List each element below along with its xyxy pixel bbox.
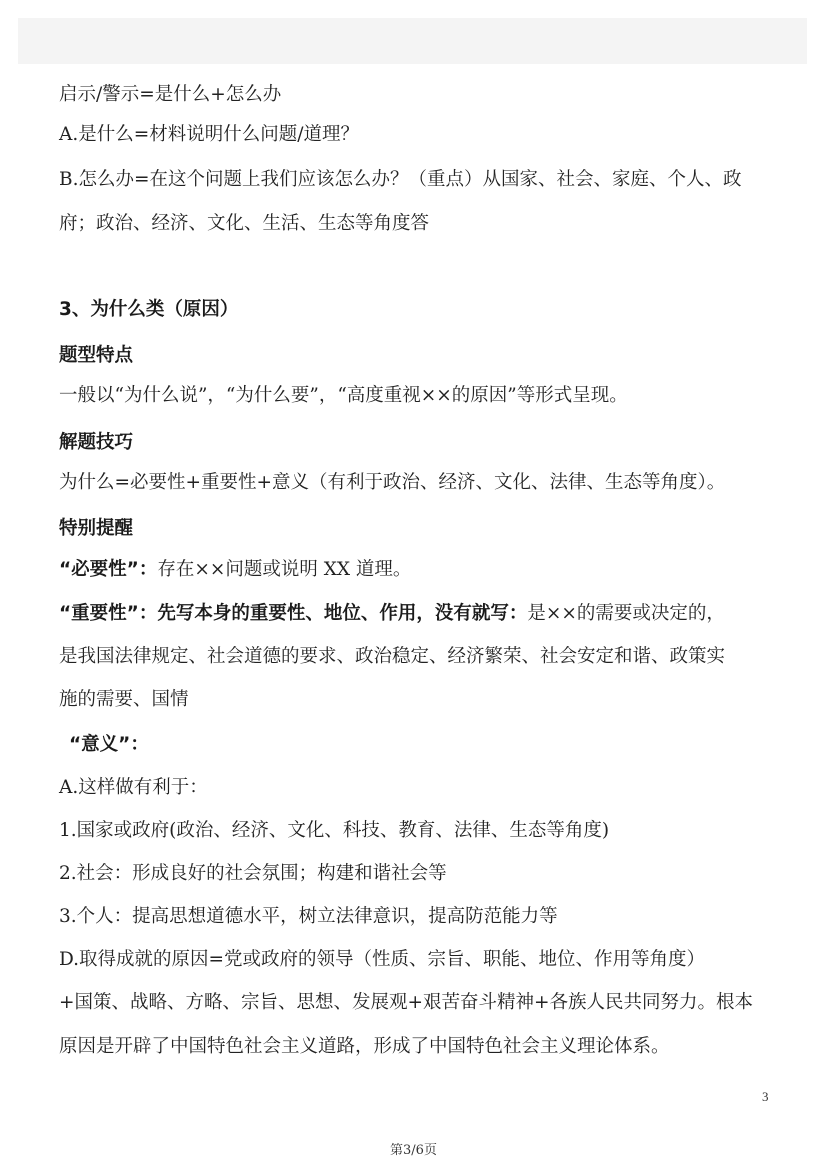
text-line: A.这样做有利于： bbox=[59, 777, 208, 798]
text-line bbox=[59, 558, 411, 582]
text-line: 一般以“为什么说”，“为什么要”，“高度重视××的原因”等形式呈现。 bbox=[59, 385, 628, 406]
page-number: 3 bbox=[762, 1089, 769, 1104]
text-line: 2.社会：形成良好的社会氛围；构建和谐社会等 bbox=[59, 863, 447, 884]
emphasis-label: “重要性”：先写本身的重要性、地位、作用，没有就写： bbox=[59, 603, 528, 624]
text-line: 原因是开辟了中国特色社会主义道路，形成了中国特色社会主义理论体系。 bbox=[59, 1036, 670, 1057]
header-band bbox=[18, 18, 807, 64]
text-line: 施的需要、国情 bbox=[59, 689, 189, 710]
text-line: 启示/警示=是什么+怎么办 bbox=[59, 84, 282, 105]
text-line: 是我国法律规定、社会道德的要求、政治稳定、经济繁荣、社会安定和谐、政策实 bbox=[59, 646, 726, 667]
text-line: +国策、战略、方略、宗旨、思想、发展观+艰苦奋斗精神+各族人民共同努力。根本 bbox=[59, 992, 754, 1013]
text-line: 3.个人：提高思想道德水平，树立法律意识，提高防范能力等 bbox=[59, 906, 558, 927]
page-footer: 第3/6页 bbox=[390, 1143, 437, 1158]
text-fragment: 是××的需要或决定的， bbox=[527, 603, 725, 624]
subheading: 题型特点 bbox=[59, 345, 134, 366]
emphasis-label: “必要性”： bbox=[59, 559, 158, 580]
subheading: 解题技巧 bbox=[59, 432, 134, 453]
text-line: B.怎么办=在这个问题上我们应该怎么办？（重点）从国家、社会、家庭、个人、政 bbox=[59, 169, 742, 190]
emphasis-label: “意义”： bbox=[69, 734, 149, 755]
text-line: D.取得成就的原因=党或政府的领导（性质、宗旨、职能、地位、作用等角度） bbox=[59, 949, 706, 970]
text-line bbox=[59, 602, 725, 626]
text-fragment: 存在××问题或说明 XX 道理。 bbox=[157, 559, 412, 580]
subheading: 特别提醒 bbox=[59, 518, 134, 539]
section-heading: 3、为什么类（原因） bbox=[59, 299, 239, 320]
text-line: 为什么=必要性+重要性+意义（有利于政治、经济、文化、法律、生态等角度）。 bbox=[59, 472, 726, 493]
text-line: 府；政治、经济、文化、生活、生态等角度答 bbox=[59, 213, 430, 234]
text-line: 1.国家或政府(政治、经济、文化、科技、教育、法律、生态等角度) bbox=[59, 820, 610, 841]
text-line: A.是什么=材料说明什么问题/道理？ bbox=[59, 124, 359, 145]
